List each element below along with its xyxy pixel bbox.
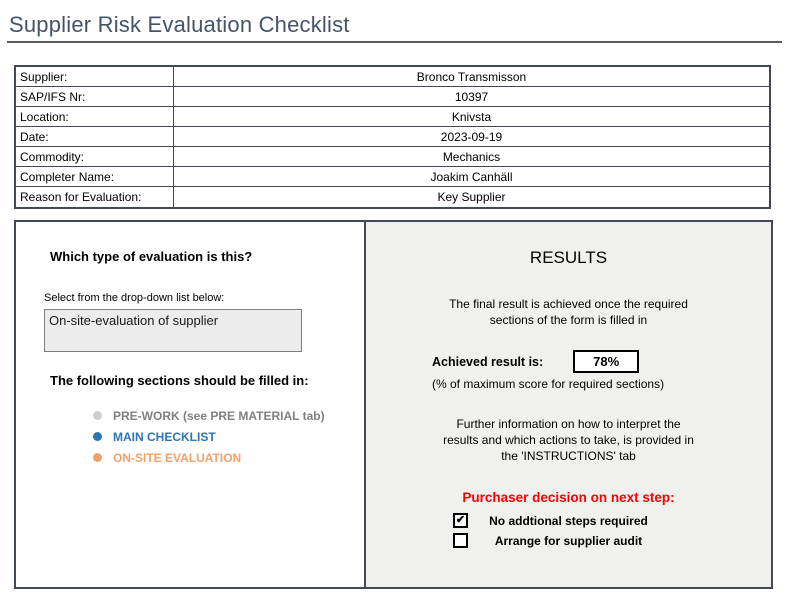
reason-for-evaluation-label: Reason for Evaluation: xyxy=(16,187,174,207)
achieved-result-label: Achieved result is: xyxy=(432,354,544,369)
results-heading: RESULTS xyxy=(529,248,608,267)
section-label: PRE-WORK (see PRE MATERIAL tab) xyxy=(113,408,325,423)
further-info-line2: results and which actions to take, is provided in xyxy=(443,433,694,447)
checkbox-arrange-supplier-audit[interactable] xyxy=(453,533,468,548)
location-label: Location: xyxy=(16,107,174,126)
achieved-result-value: 78% xyxy=(573,350,639,373)
table-row xyxy=(16,87,769,107)
table-row xyxy=(16,167,769,187)
section-item-pre-work xyxy=(93,405,325,426)
supplier-value[interactable]: Bronco Transmisson xyxy=(416,69,527,84)
bullet-icon xyxy=(93,453,102,462)
results-intro-line2: sections of the form is filled in xyxy=(489,313,648,327)
section-label: ON-SITE EVALUATION xyxy=(113,450,242,465)
results-panel xyxy=(366,222,771,587)
checkbox-no-additional-steps[interactable]: ✔ xyxy=(453,513,468,528)
dropdown-hint: Select from the drop-down list below: xyxy=(44,292,225,304)
purchaser-decision-heading: Purchaser decision on next step: xyxy=(462,490,675,505)
decision-option-row xyxy=(366,533,771,551)
section-item-main-checklist xyxy=(93,426,325,447)
location-value[interactable]: Knivsta xyxy=(451,109,492,124)
sap-ifs-nr-value[interactable]: 10397 xyxy=(454,89,489,104)
achieved-result-note: (% of maximum score for required sections) xyxy=(432,377,665,391)
table-row xyxy=(16,107,769,127)
decision-option-label: Arrange for supplier audit xyxy=(494,534,643,548)
supplier-label: Supplier: xyxy=(16,67,174,86)
section-label: MAIN CHECKLIST xyxy=(113,429,216,444)
section-item-on-site-evaluation xyxy=(93,447,325,468)
commodity-value[interactable]: Mechanics xyxy=(442,149,501,164)
table-row xyxy=(16,127,769,147)
completer-name-label: Completer Name: xyxy=(16,167,174,186)
evaluation-type-dropdown[interactable]: On-site-evaluation of supplier xyxy=(44,309,302,352)
achieved-result-row xyxy=(432,350,639,373)
completer-name-value[interactable]: Joakim Canhäll xyxy=(430,169,513,184)
reason-for-evaluation-value[interactable]: Key Supplier xyxy=(437,190,506,204)
further-info-line1: Further information on how to interpret the xyxy=(456,417,681,431)
evaluation-type-panel xyxy=(16,222,366,587)
further-info-line3: the 'INSTRUCTIONS' tab xyxy=(501,449,636,463)
supplier-info-table xyxy=(14,65,771,209)
lower-panels xyxy=(14,220,773,589)
title-divider xyxy=(7,41,782,43)
table-row xyxy=(16,187,769,207)
decision-option-label: No addtional steps required xyxy=(489,514,648,528)
table-row xyxy=(16,147,769,167)
date-label: Date: xyxy=(16,127,174,146)
results-intro-line1: The final result is achieved once the required xyxy=(449,297,688,311)
bullet-icon xyxy=(93,411,102,420)
decision-option-row xyxy=(366,513,771,531)
commodity-label: Commodity: xyxy=(16,147,174,166)
table-row xyxy=(16,67,769,87)
page-title: Supplier Risk Evaluation Checklist xyxy=(9,12,350,37)
sap-ifs-nr-label: SAP/IFS Nr: xyxy=(16,87,174,106)
sections-heading: The following sections should be filled in: xyxy=(50,373,309,388)
further-info xyxy=(391,416,746,464)
sections-list xyxy=(93,405,325,468)
bullet-icon xyxy=(93,432,102,441)
results-intro xyxy=(396,296,741,328)
evaluation-question: Which type of evaluation is this? xyxy=(50,249,253,264)
date-value[interactable]: 2023-09-19 xyxy=(440,129,503,144)
